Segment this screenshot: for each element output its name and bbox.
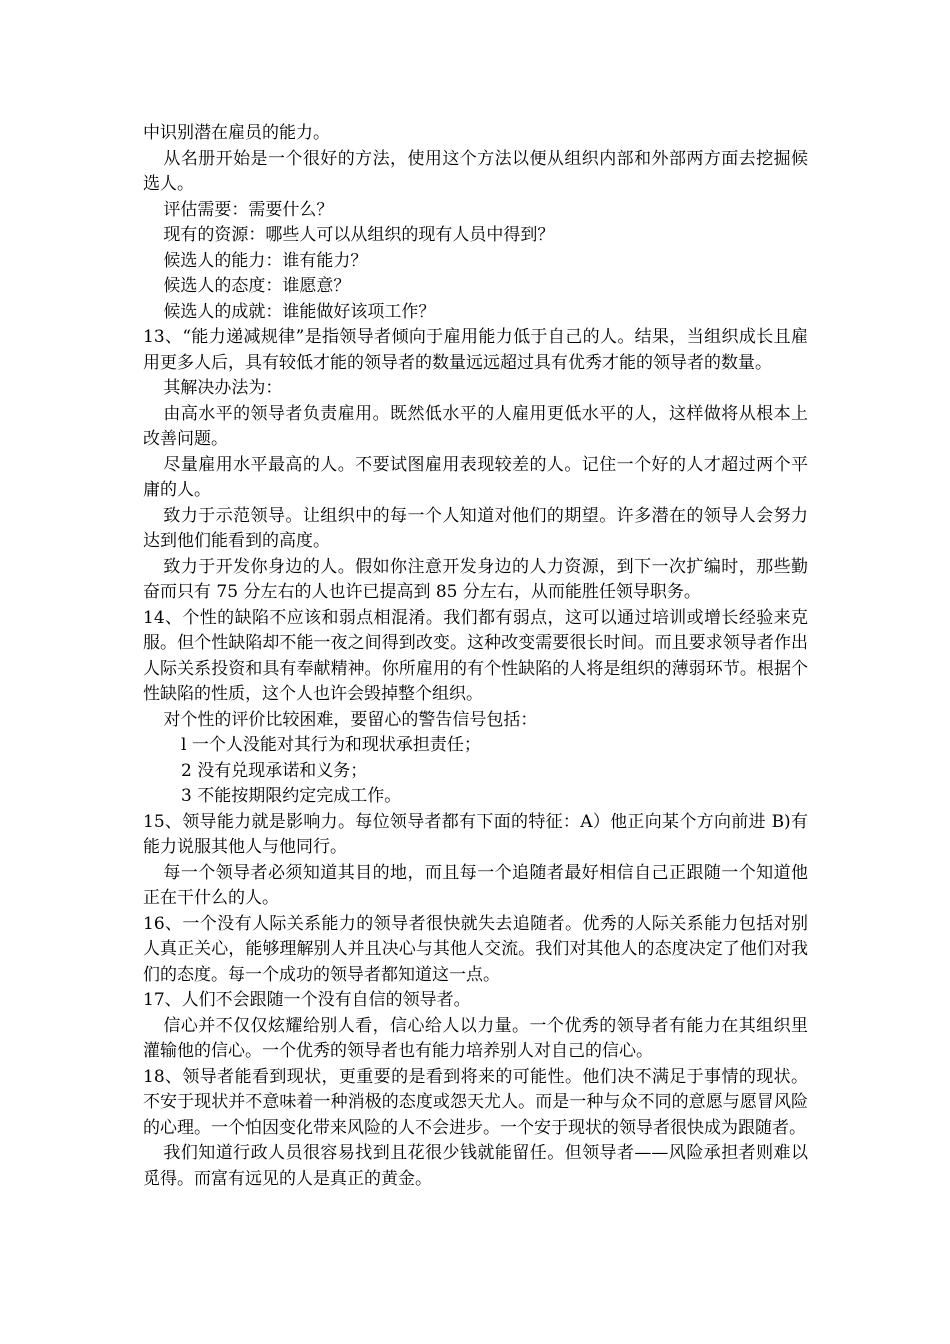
paragraph: 信心并不仅仅炫耀给别人看，信心给人以力量。一个优秀的领导者有能力在其组织里灌输他的信心。一个优秀的领导者也有能力培养别人对自己的信心。 <box>143 1015 808 1061</box>
paragraph: 致力于示范领导。让组织中的每一个人知道对他们的期望。许多潜在的领导人会努力达到他们能看到的高度。 <box>143 505 808 551</box>
paragraph: 致力于开发你身边的人。假如你注意开发身边的人力资源，到下一次扩编时，那些勤奋而只有 75 分左右的人也许已提高到 85 分左右，从而能胜任领导职务。 <box>143 556 808 602</box>
paragraph: 对个性的评价比较困难，要留心的警告信号包括： <box>163 709 538 730</box>
paragraph: 从名册开始是一个很好的方法，使用这个方法以便从组织内部和外部两方面去挖掘候选人。 <box>143 148 808 194</box>
paragraph: 中识别潜在雇员的能力。 <box>143 123 330 143</box>
paragraph: 17、人们不会跟随一个没有自信的领导者。 <box>143 990 471 1010</box>
paragraph: 每一个领导者必须知道其目的地，而且每一个追随者最好相信自己正跟随一个知道他正在干什么的人。 <box>143 862 808 908</box>
list-item: 2 没有兑现承诺和义务； <box>181 760 368 781</box>
paragraph: 候选人的能力：谁有能力？ <box>163 250 368 271</box>
paragraph: 我们知道行政人员很容易找到且花很少钱就能留任。但领导者——风险承担者则难以觅得。而富有远见的人是真正的黄金。 <box>143 1143 808 1189</box>
paragraph: 其解决办法为： <box>163 378 283 398</box>
paragraph: 候选人的态度：谁愿意？ <box>163 276 351 296</box>
paragraph: 由高水平的领导者负责雇用。既然低水平的人雇用更低水平的人，这样做将从根本上改善问题。 <box>143 403 808 449</box>
paragraph: 14、个性的缺陷不应该和弱点相混淆。我们都有弱点，这可以通过培训或增长经验来克服。但个性缺陷却不能一夜之间得到改变。这种改变需要很长时间。而且要求领导者作出人际关系投资和具有奉献精神。你所雇用的有个性缺陷的人将是组织的薄弱环节。根据个性缺陷的性质，这个人也许会毁掉整个组织。 <box>143 607 808 704</box>
paragraph: 15、领导能力就是影响力。每位领导者都有下面的特征：A）他正向某个方向前进 B)有能力说服其他人与他同行。 <box>143 811 808 857</box>
paragraph: 尽量雇用水平最高的人。不要试图雇用表现较差的人。记住一个好的人才超过两个平庸的人。 <box>143 454 808 500</box>
paragraph: 16、一个没有人际关系能力的领导者很快就失去追随者。优秀的人际关系能力包括对别人真正关心，能够理解别人并且决心与其他人交流。我们对其他人的态度决定了他们对我们的态度。每一个成功的领导者都知道这一点。 <box>143 913 808 985</box>
paragraph: 13、“能力递减规律”是指领导者倾向于雇用能力低于自己的人。结果，当组织成长且雇用更多人后，具有较低才能的领导者的数量远远超过具有优秀才能的领导者的数量。 <box>143 327 808 373</box>
paragraph: 评估需要：需要什么？ <box>163 199 334 220</box>
document-body <box>143 121 808 1192</box>
paragraph: 18、领导者能看到现状，更重要的是看到将来的可能性。他们决不满足于事情的现状。不安于现状并不意味着一种消极的态度或怨天尤人。而是一种与众不同的意愿与愿冒风险的心理。一个怕因变化带来风险的人不会进步。一个安于现状的领导者很快成为跟随者。 <box>143 1066 808 1138</box>
list-item: 3 不能按期限约定完成工作。 <box>181 786 402 806</box>
paragraph: 现有的资源：哪些人可以从组织的现有人员中得到？ <box>163 225 555 245</box>
paragraph: 候选人的成就：谁能做好该项工作？ <box>163 301 436 322</box>
list-item: l 一个人没能对其行为和现状承担责任； <box>181 735 481 755</box>
